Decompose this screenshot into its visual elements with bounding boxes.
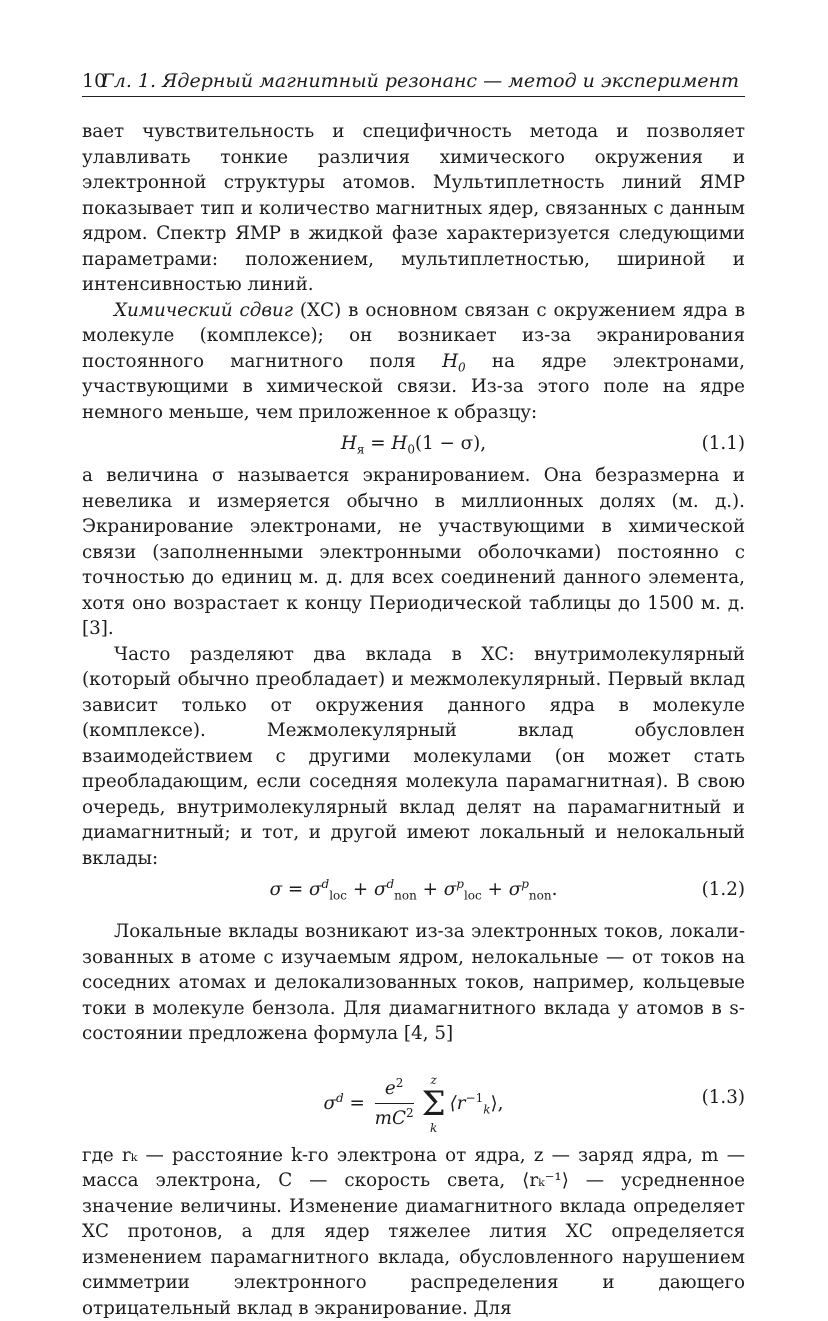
equation-1-2 <box>82 871 745 909</box>
eq3-lhs-sup: d <box>336 1090 344 1104</box>
eq2-term3-sup: p <box>456 877 464 891</box>
eq1-lhs-sub: я <box>357 443 365 457</box>
equation-1-3-number: (1.3) <box>702 1085 745 1111</box>
eq3-avg-close: ⟩, <box>491 1093 504 1114</box>
paragraph-6: где rₖ — расстояние k-го электрона от ядра, z — заряд ядра, m — масса электрона, C — скорость света, ⟨rₖ⁻¹⟩ — усредненное значение величины. Изменение диамагнитного вклада определяет ХС протонов, а для ядер тяжелее лития ХС определяется изменением парамагнитного вклада, обусловленного нарушением симметрии электронного распределения и дающего отрицательный вклад в экранирование. Для <box>82 1143 745 1321</box>
paragraph-4: Часто разделяют два вклада в ХС: внутримолекулярный (который обычно преобладает) и межмолекулярный. Первый вклад зависит только от окружения данного ядра в молекуле (комплексе). Межмолекулярный вклад обусловлен взаимодействием с другими молекулами (он может стать преобладающим, если соседняя молекула парамагнитная). В свою очередь, внутримолекулярный вклад делят на парамагнитный и диамагнитный; и тот, и другой имеют локальный и нелокальный вклады: <box>82 642 745 872</box>
paragraph-3: а величина σ называется экранированием. Она безразмерна и невелика и измеряется обычно в миллионных долях (м. д.). Экранирование электронами, не участвующими в химической связи (заполненными электронными оболочками) постоянно с точностью до единиц м. д. для всех соединений данного элемента, хотя оно возрастает к концу Периодической таблицы до 1500 м. д. [3]. <box>82 463 745 642</box>
running-title: Гл. 1. Ядерный магнитный резонанс — метод и эксперимент <box>101 70 739 92</box>
eq2-term3: σ <box>444 879 456 900</box>
eq3-sum-bottom: k <box>422 1121 446 1135</box>
eq2-term3-sub: loc <box>464 889 482 903</box>
eq3-avg-sup: −1 <box>466 1090 484 1104</box>
eq3-den-sup: 2 <box>406 1106 414 1120</box>
eq3-average <box>450 1093 504 1114</box>
eq3-sum-top: z <box>422 1073 446 1087</box>
eq2-term4-sub: non <box>529 889 552 903</box>
eq2-term2: σ <box>374 879 386 900</box>
eq2-term4-sup: p <box>521 877 529 891</box>
equation-1-1 <box>82 425 745 463</box>
eq3-avg-open: ⟨r <box>450 1093 466 1114</box>
paragraph-1: вает чувствительность и специфичность метода и позволяет улавливать тонкие различия химического окружения и электронной структуры атомов. Мультиплетность линий ЯМР показывает тип и количество магнитных ядер, связанных с данным ядром. Спектр ЯМР в жидкой фазе характеризуется следующими параметрами: положением, мультиплетностью, шириной и интенсивностью линий. <box>82 119 745 298</box>
eq3-den-mc: mC <box>375 1108 406 1129</box>
eq2-plus3: + <box>482 879 509 900</box>
eq1-equals: = <box>364 433 391 454</box>
symbol-h0-sub: 0 <box>458 360 466 374</box>
equation-1-3-formula <box>82 1073 745 1135</box>
paragraph-2 <box>82 298 745 426</box>
eq3-lhs: σ <box>324 1093 336 1114</box>
paragraph-2-part-b: на ядре электронами, участвующими в химической связи. Из-за этого поле на ядре немного меньше, чем приложенное к образцу: <box>82 351 745 423</box>
eq3-equals: = <box>344 1093 371 1114</box>
eq2-term2-sub: non <box>394 889 417 903</box>
equation-1-2-number: (1.2) <box>702 877 745 903</box>
eq1-rhs-tail: (1 − σ), <box>415 433 486 454</box>
page-number: 10 <box>82 70 106 92</box>
eq2-sigma: σ <box>270 879 282 900</box>
eq2-equals: = <box>282 879 309 900</box>
term-chemical-shift: Химический сдвиг <box>114 300 293 321</box>
eq3-summation <box>422 1073 446 1135</box>
symbol-h0 <box>442 351 466 372</box>
eq1-rhs-sub: 0 <box>407 443 415 457</box>
eq1-rhs-h: H <box>391 433 407 454</box>
eq3-fraction <box>375 1076 414 1132</box>
paragraph-2-part-a: (ХС) в основном связан с окружением ядра в молекуле (комплексе); он возникает из-за экранирования постоянного магнитного поля <box>82 300 745 372</box>
paragraph-5: Локальные вклады возникают из-за электронных токов, локализованных в атоме с изучаемым ядром, нелокальные — от токов на соседних атомах и делокализованных токов, например, кольцевые токи в молекуле бензола. Для диамагнитного вклада у атомов в s-состоянии предложена формула [4, 5] <box>82 919 745 1047</box>
equation-1-1-number: (1.1) <box>702 431 745 457</box>
eq2-term1-sup: d <box>322 877 330 891</box>
equation-1-2-formula <box>82 877 745 903</box>
eq2-term1: σ <box>309 879 321 900</box>
text-body <box>82 119 745 1321</box>
eq3-denominator <box>375 1104 414 1132</box>
running-header <box>82 66 745 97</box>
equation-1-1-formula <box>82 431 745 457</box>
eq2-term1-sub: loc <box>329 889 347 903</box>
eq2-plus2: + <box>417 879 444 900</box>
eq3-sum-sigma: Σ <box>422 1087 446 1121</box>
symbol-h0-letter: H <box>442 351 458 372</box>
eq2-end: . <box>552 879 558 900</box>
eq2-plus1: + <box>347 879 374 900</box>
equation-1-3 <box>82 1047 745 1143</box>
eq3-numerator <box>375 1076 414 1105</box>
eq2-term2-sup: d <box>386 877 394 891</box>
eq3-avg-sub: k <box>483 1102 490 1116</box>
eq3-num-e: e <box>385 1078 396 1099</box>
eq1-lhs: H <box>341 433 357 454</box>
eq3-num-sup: 2 <box>396 1075 404 1089</box>
eq2-term4: σ <box>509 879 521 900</box>
